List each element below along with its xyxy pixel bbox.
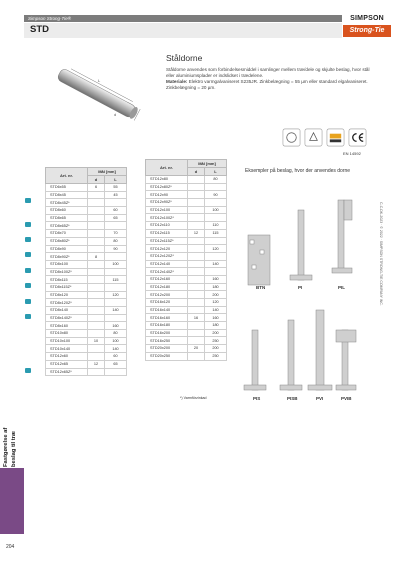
cell-l: 110 (205, 222, 227, 230)
cell-l: 200 (205, 291, 227, 299)
cell-art: STD8x65 (46, 214, 88, 222)
pis-bracket (252, 330, 258, 390)
table-row (46, 360, 127, 368)
cell-art: STD8x100Z* (46, 268, 88, 276)
cell-d (188, 322, 205, 330)
label-pisb: PISB (287, 396, 298, 401)
cell-art: STD8x65Z* (46, 222, 88, 230)
cell-l (105, 268, 127, 276)
material-label: Materiale: (166, 79, 188, 84)
material-text: Elektro varmgalvaniseret S235JR. Zinkbelægning = 55 µm eller standard elgalvaniseret. Zinkbelægning = 20 µm. (166, 79, 368, 90)
cell-d: 6 (88, 184, 105, 192)
table-row (46, 191, 127, 199)
cell-l: 200 (205, 329, 227, 337)
label-pis: PIS (253, 396, 261, 401)
cell-d (88, 353, 105, 361)
cell-l: 115 (105, 276, 127, 284)
cell-l (105, 283, 127, 291)
table-row (46, 345, 127, 353)
table-row (46, 353, 127, 361)
table-row (146, 314, 227, 322)
section-tab (0, 468, 24, 534)
zinc-marker (25, 237, 31, 242)
cell-d: 12 (188, 229, 205, 237)
table-row (46, 322, 127, 330)
cell-l: 60 (105, 207, 127, 215)
cell-art: STD8x80Z* (46, 237, 88, 245)
cell-d (88, 276, 105, 284)
table-row (46, 207, 127, 215)
cell-l (105, 222, 127, 230)
table-row (46, 337, 127, 345)
table-row (146, 199, 227, 207)
cell-l: 45 (105, 191, 127, 199)
col-mal: Mål [mm] (88, 168, 127, 176)
dowel-table-2 (145, 159, 227, 361)
cell-d (188, 206, 205, 214)
cell-art: STD20x200 (146, 345, 188, 353)
cell-art: STD12x180 (146, 283, 188, 291)
cell-d (188, 352, 205, 360)
cell-d (88, 237, 105, 245)
table-row (146, 252, 227, 260)
table-row (146, 345, 227, 353)
cell-l (105, 199, 127, 207)
label-pil: PIL (338, 285, 346, 290)
cell-d (188, 337, 205, 345)
page-number: 204 (6, 544, 15, 550)
cell-l: 160 (205, 314, 227, 322)
cell-l: 250 (205, 352, 227, 360)
section-line-2: beslag til træ (11, 430, 17, 467)
table-row (146, 352, 227, 360)
cell-art: STD10x100 (46, 337, 88, 345)
cell-l: 140 (105, 345, 127, 353)
cell-l: 90 (105, 245, 127, 253)
ce-mark-icon (348, 128, 367, 147)
cell-l (205, 183, 227, 191)
cell-d (188, 329, 205, 337)
table-row (146, 322, 227, 330)
cell-l: 120 (105, 291, 127, 299)
cell-l: 140 (205, 260, 227, 268)
table-row (146, 275, 227, 283)
cell-d: 10 (88, 337, 105, 345)
cell-l: 80 (205, 176, 227, 184)
cell-art: STD8x140Z* (46, 314, 88, 322)
cell-l (105, 253, 127, 261)
cell-l: 180 (205, 322, 227, 330)
cell-d (188, 268, 205, 276)
cell-l: 80 (105, 237, 127, 245)
cell-d (188, 283, 205, 291)
cell-d (88, 368, 105, 376)
cell-art: STD16x200 (146, 329, 188, 337)
cell-d (188, 183, 205, 191)
cell-d (188, 176, 205, 184)
cell-art: STD16x160 (146, 314, 188, 322)
cell-art: STD12x80Z* (146, 183, 188, 191)
cell-art: STD8x90 (46, 245, 88, 253)
zinc-marker (25, 314, 31, 319)
cell-art: STD8x160 (46, 322, 88, 330)
cell-art: STD10x140 (46, 345, 88, 353)
cell-d: 8 (88, 253, 105, 261)
table-row (46, 314, 127, 322)
table-row (46, 299, 127, 307)
col-d: d (88, 176, 105, 184)
cell-art: STD8x45 (46, 191, 88, 199)
cell-art: STD8x90Z* (46, 253, 88, 261)
cell-l: 180 (205, 283, 227, 291)
label-pi: PI (298, 285, 303, 290)
cell-d (88, 207, 105, 215)
cell-d (88, 191, 105, 199)
table-row (46, 230, 127, 238)
examples-title: Eksempler på beslag, hvor der anvendes dorne (245, 168, 351, 174)
cell-l: 120 (205, 299, 227, 307)
section-label (1, 427, 23, 467)
cell-d (88, 307, 105, 315)
cell-l (205, 252, 227, 260)
table-row (46, 237, 127, 245)
cell-l: 140 (105, 307, 127, 315)
cell-l: 140 (205, 306, 227, 314)
cell-d (88, 345, 105, 353)
pil-bracket (338, 200, 344, 270)
cell-d (88, 222, 105, 230)
table-row (146, 191, 227, 199)
cell-d (88, 314, 105, 322)
cell-art: STD8x120Z* (46, 299, 88, 307)
cell-art: STD12x140Z* (146, 268, 188, 276)
cell-d (88, 330, 105, 338)
table-row (146, 268, 227, 276)
col-l: L (105, 176, 127, 184)
col-art: Art. nr. (146, 160, 188, 176)
approval-icon (304, 128, 323, 147)
table-row (146, 222, 227, 230)
cell-art: STD8x140 (46, 307, 88, 315)
logo-top: SIMPSON (343, 14, 391, 24)
standard-code: EN 14592 (343, 151, 361, 156)
cell-l: 160 (105, 322, 127, 330)
table-row (146, 299, 227, 307)
table-row (146, 237, 227, 245)
cell-d (188, 275, 205, 283)
cell-l: 55 (105, 184, 127, 192)
table-row (46, 253, 127, 261)
cell-art: STD6x55 (46, 184, 88, 192)
cell-art: STD12x60 (46, 353, 88, 361)
cell-l (205, 214, 227, 222)
label-pvib: PVIB (341, 396, 352, 401)
series-bar (24, 15, 342, 22)
cell-l: 90 (205, 191, 227, 199)
cell-d (188, 299, 205, 307)
cell-art: STD8x70 (46, 230, 88, 238)
table-row (46, 268, 127, 276)
table-row (146, 283, 227, 291)
copyright-side (376, 202, 383, 375)
cell-l (105, 368, 127, 376)
cell-l: 115 (205, 229, 227, 237)
cell-d: 12 (88, 360, 105, 368)
cell-art: STD10x80 (46, 330, 88, 338)
cell-l: 70 (105, 230, 127, 238)
zinc-marker (25, 268, 31, 273)
cell-art: STD8x45Z* (46, 199, 88, 207)
cell-l: 100 (105, 337, 127, 345)
dowel-table-1 (45, 167, 127, 376)
table-row (46, 368, 127, 376)
cell-l: 100 (105, 260, 127, 268)
bracket-examples (240, 180, 380, 410)
table-row (46, 184, 127, 192)
table-row (146, 291, 227, 299)
cell-art: STD16x180 (146, 322, 188, 330)
col-d: d (188, 168, 205, 176)
cell-l: 80 (105, 330, 127, 338)
cell-art: STD8x60 (46, 207, 88, 215)
cell-d (88, 322, 105, 330)
zinc-marker (25, 368, 31, 373)
table-row (46, 222, 127, 230)
cell-d (188, 237, 205, 245)
section-line-1: Fastgørelse af (3, 427, 9, 467)
simpson-logo (343, 14, 391, 38)
table-row (146, 245, 227, 253)
table-row (146, 214, 227, 222)
table-row (46, 276, 127, 284)
eta-icon (282, 128, 301, 147)
cell-d (88, 299, 105, 307)
table-row (46, 199, 127, 207)
cell-d (88, 283, 105, 291)
cell-l (205, 268, 227, 276)
cell-l: 160 (205, 275, 227, 283)
cell-d (188, 252, 205, 260)
table-row (46, 283, 127, 291)
table-row (146, 176, 227, 184)
table-row (46, 307, 127, 315)
cell-l (105, 299, 127, 307)
table-row (46, 214, 127, 222)
cell-d (88, 260, 105, 268)
cell-art: STD12x100Z* (146, 214, 188, 222)
cell-art: STD8x120 (46, 291, 88, 299)
cell-l: 65 (105, 360, 127, 368)
cell-l: 65 (105, 214, 127, 222)
cell-art: STD12x120Z* (146, 252, 188, 260)
cell-art: STD16x120 (146, 299, 188, 307)
cell-d (88, 291, 105, 299)
cell-art: STD12x65 (46, 360, 88, 368)
cell-l (105, 314, 127, 322)
cell-d (188, 245, 205, 253)
zinc-marker (25, 198, 31, 203)
cell-art: STD16x140 (146, 306, 188, 314)
product-code: STD (30, 24, 49, 35)
table-row (146, 183, 227, 191)
cell-l: 100 (205, 206, 227, 214)
cell-art: STD12x80 (146, 176, 188, 184)
svg-text:d: d (114, 112, 117, 117)
selector-icon (326, 128, 345, 147)
pvi-bracket (316, 310, 324, 390)
cell-art: STD12x140 (146, 260, 188, 268)
cell-art: STD20x250 (146, 352, 188, 360)
cell-art: STD12x65Z* (46, 368, 88, 376)
col-mal: Mål [mm] (188, 160, 227, 168)
table-row (146, 337, 227, 345)
cell-art: STD12x90Z* (146, 199, 188, 207)
cell-d (88, 268, 105, 276)
zinc-marker (25, 283, 31, 288)
cell-art: STD8x115 (46, 276, 88, 284)
product-title: Ståldorne (166, 53, 203, 63)
label-pvi: PVI (316, 396, 324, 401)
table-row (46, 291, 127, 299)
product-code-bar (24, 23, 342, 38)
table-row (46, 245, 127, 253)
copyright-text: C-C-DK-2023 · © 2022 · SIMPSON STRONG-TIE COMPANY INC. (379, 202, 383, 306)
cell-d: 20 (188, 345, 205, 353)
cell-d (188, 191, 205, 199)
table-row (146, 229, 227, 237)
cell-l: 200 (205, 345, 227, 353)
cell-d (188, 222, 205, 230)
cell-d (188, 260, 205, 268)
label-btn: BTN (256, 285, 266, 290)
logo-bottom: Strong-Tie (343, 25, 391, 37)
cell-d (88, 245, 105, 253)
cell-art: STD12x100 (146, 206, 188, 214)
series-label: Simpson Strong-Tie® (28, 16, 72, 21)
table-row (146, 329, 227, 337)
cell-d (88, 230, 105, 238)
cell-art: STD16x250 (146, 337, 188, 345)
col-l: L (205, 168, 227, 176)
pi-bracket (298, 210, 304, 280)
cell-l: 250 (205, 337, 227, 345)
cell-art: STD12x120 (146, 245, 188, 253)
table-row (46, 330, 127, 338)
svg-text:L: L (98, 78, 101, 83)
cell-l: 60 (105, 353, 127, 361)
table-row (146, 306, 227, 314)
zinc-marker (25, 299, 31, 304)
table-row (46, 260, 127, 268)
cell-d (88, 199, 105, 207)
cell-art: STD12x160 (146, 275, 188, 283)
table-row (146, 260, 227, 268)
cell-art: STD12x110 (146, 222, 188, 230)
product-info (166, 53, 376, 91)
col-art: Art. nr. (46, 168, 88, 184)
cell-art: STD8x115Z* (46, 283, 88, 291)
cell-l (205, 199, 227, 207)
pisb-bracket (288, 320, 294, 390)
cell-l: 120 (205, 245, 227, 253)
cell-art: STD12x200 (146, 291, 188, 299)
zinc-marker (25, 252, 31, 257)
cell-d (188, 306, 205, 314)
cell-d (188, 199, 205, 207)
header (0, 0, 400, 39)
product-description: Ståldorne anvendes som forbindelsesmiddel i samlinger mellem træ/dele og skjulte beslag, hvor stål eller aluminiumsplader er indslidset i trædelene. (166, 67, 370, 78)
zinc-marker (25, 222, 31, 227)
cell-d: 16 (188, 314, 205, 322)
cell-d (188, 291, 205, 299)
footnote: *) Varmförzinkad (180, 396, 207, 400)
table-row (146, 206, 227, 214)
cell-art: STD12x115 (146, 229, 188, 237)
dowel-photo (44, 60, 154, 130)
cell-l (205, 237, 227, 245)
cell-d (88, 214, 105, 222)
cell-art: STD12x115Z* (146, 237, 188, 245)
cell-d (188, 214, 205, 222)
cell-art: STD8x100 (46, 260, 88, 268)
cell-art: STD12x90 (146, 191, 188, 199)
